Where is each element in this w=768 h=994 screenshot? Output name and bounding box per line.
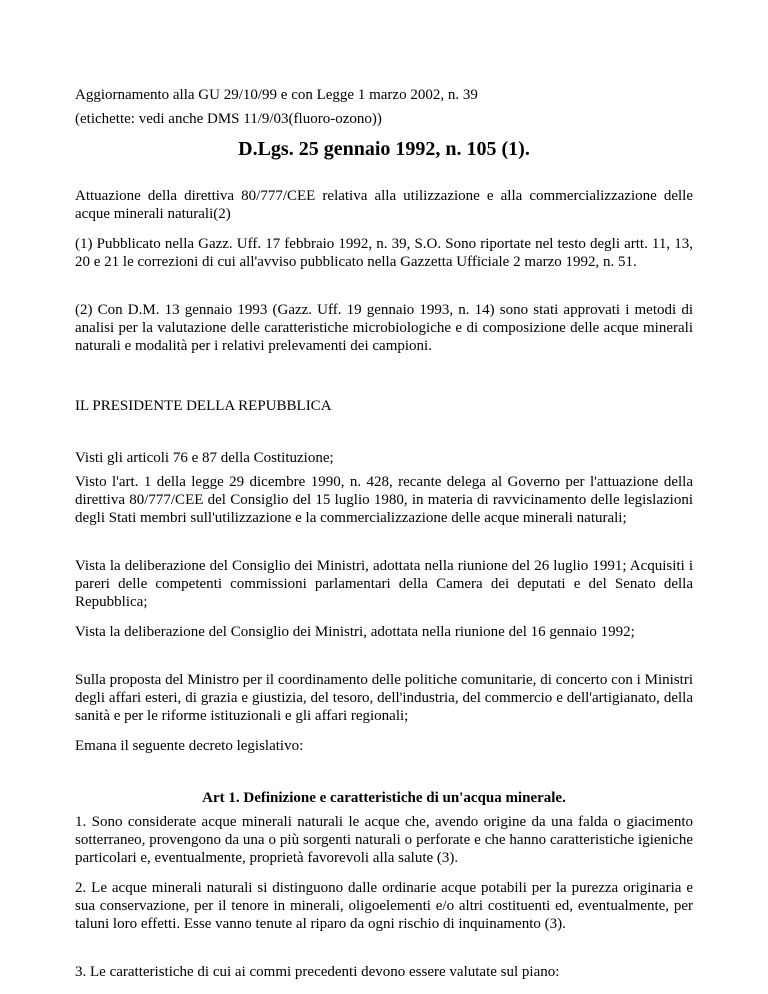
article-1-heading: Art 1. Definizione e caratteristiche di un'acqua minerale.	[202, 790, 566, 806]
document-title: D.Lgs. 25 gennaio 1992, n. 105 (1).	[238, 138, 530, 160]
preamble-paragraph-1: Visti gli articoli 76 e 87 della Costituzione;	[75, 450, 334, 466]
labels-note: (etichette: vedi anche DMS 11/9/03(fluoro-ozono))	[75, 111, 382, 127]
subject-paragraph: Attuazione della direttiva 80/777/CEE relativa alla utilizzazione e alla commercializzazione delle acque minerali naturali(2)	[75, 188, 693, 222]
preamble-paragraph-3: Vista la deliberazione del Consiglio dei Ministri, adottata nella riunione del 26 luglio 1991; Acquisiti i pareri delle competenti commissioni parlamentari della Camera dei deputati e del Senato della Repubblica;	[75, 558, 693, 610]
preamble-paragraph-2: Visto l'art. 1 della legge 29 dicembre 1990, n. 428, recante delega al Governo per l'attuazione della direttiva 80/777/CEE del Consiglio del 15 luglio 1980, in materia di ravvicinamento delle legislazioni degli Stati membri sull'utilizzazione e la commercializzazione delle acque minerali naturali;	[75, 474, 693, 526]
article-1-comma-1: 1. Sono considerate acque minerali naturali le acque che, avendo origine da una falda o giacimento sotterraneo, provengono da una o più sorgenti naturali o perforate e che hanno caratteristiche igieniche particolari e, eventualmente, proprietà favorevoli alla salute (3).	[75, 814, 693, 866]
article-1-comma-2: 2. Le acque minerali naturali si distinguono dalle ordinarie acque potabili per la purezza originaria e sua conservazione, per il tenore in minerali, oligoelementi e/o altri costituenti ed, eventualmente, per taluni loro effetti. Esse vanno tenute al riparo da ogni rischio di inquinamento (3).	[75, 880, 693, 932]
update-note: Aggiornamento alla GU 29/10/99 e con Legge 1 marzo 2002, n. 39	[75, 87, 478, 103]
footnote-1: (1) Pubblicato nella Gazz. Uff. 17 febbraio 1992, n. 39, S.O. Sono riportate nel testo degli artt. 11, 13, 20 e 21 le correzioni di cui all'avviso pubblicato nella Gazzetta Ufficiale 2 marzo 1992, n. 51.	[75, 236, 693, 270]
preamble-paragraph-5: Sulla proposta del Ministro per il coordinamento delle politiche comunitarie, di concerto con i Ministri degli affari esteri, di grazia e giustizia, del tesoro, dell'industria, del commercio e dell'artigianato, della sanità e per le riforme istituzionali e gli affari regionali;	[75, 672, 693, 724]
preamble-paragraph-6: Emana il seguente decreto legislativo:	[75, 738, 304, 754]
preamble-paragraph-4: Vista la deliberazione del Consiglio dei Ministri, adottata nella riunione del 16 gennaio 1992;	[75, 624, 635, 640]
footnote-2: (2) Con D.M. 13 gennaio 1993 (Gazz. Uff. 19 gennaio 1993, n. 14) sono stati approvati i metodi di analisi per la valutazione delle caratteristiche microbiologiche e di composizione delle acque minerali naturali e modalità per i relativi prelevamenti dei campioni.	[75, 302, 693, 354]
president-heading: IL PRESIDENTE DELLA REPUBBLICA	[75, 398, 332, 414]
article-1-comma-3: 3. Le caratteristiche di cui ai commi precedenti devono essere valutate sul piano:	[75, 964, 560, 980]
